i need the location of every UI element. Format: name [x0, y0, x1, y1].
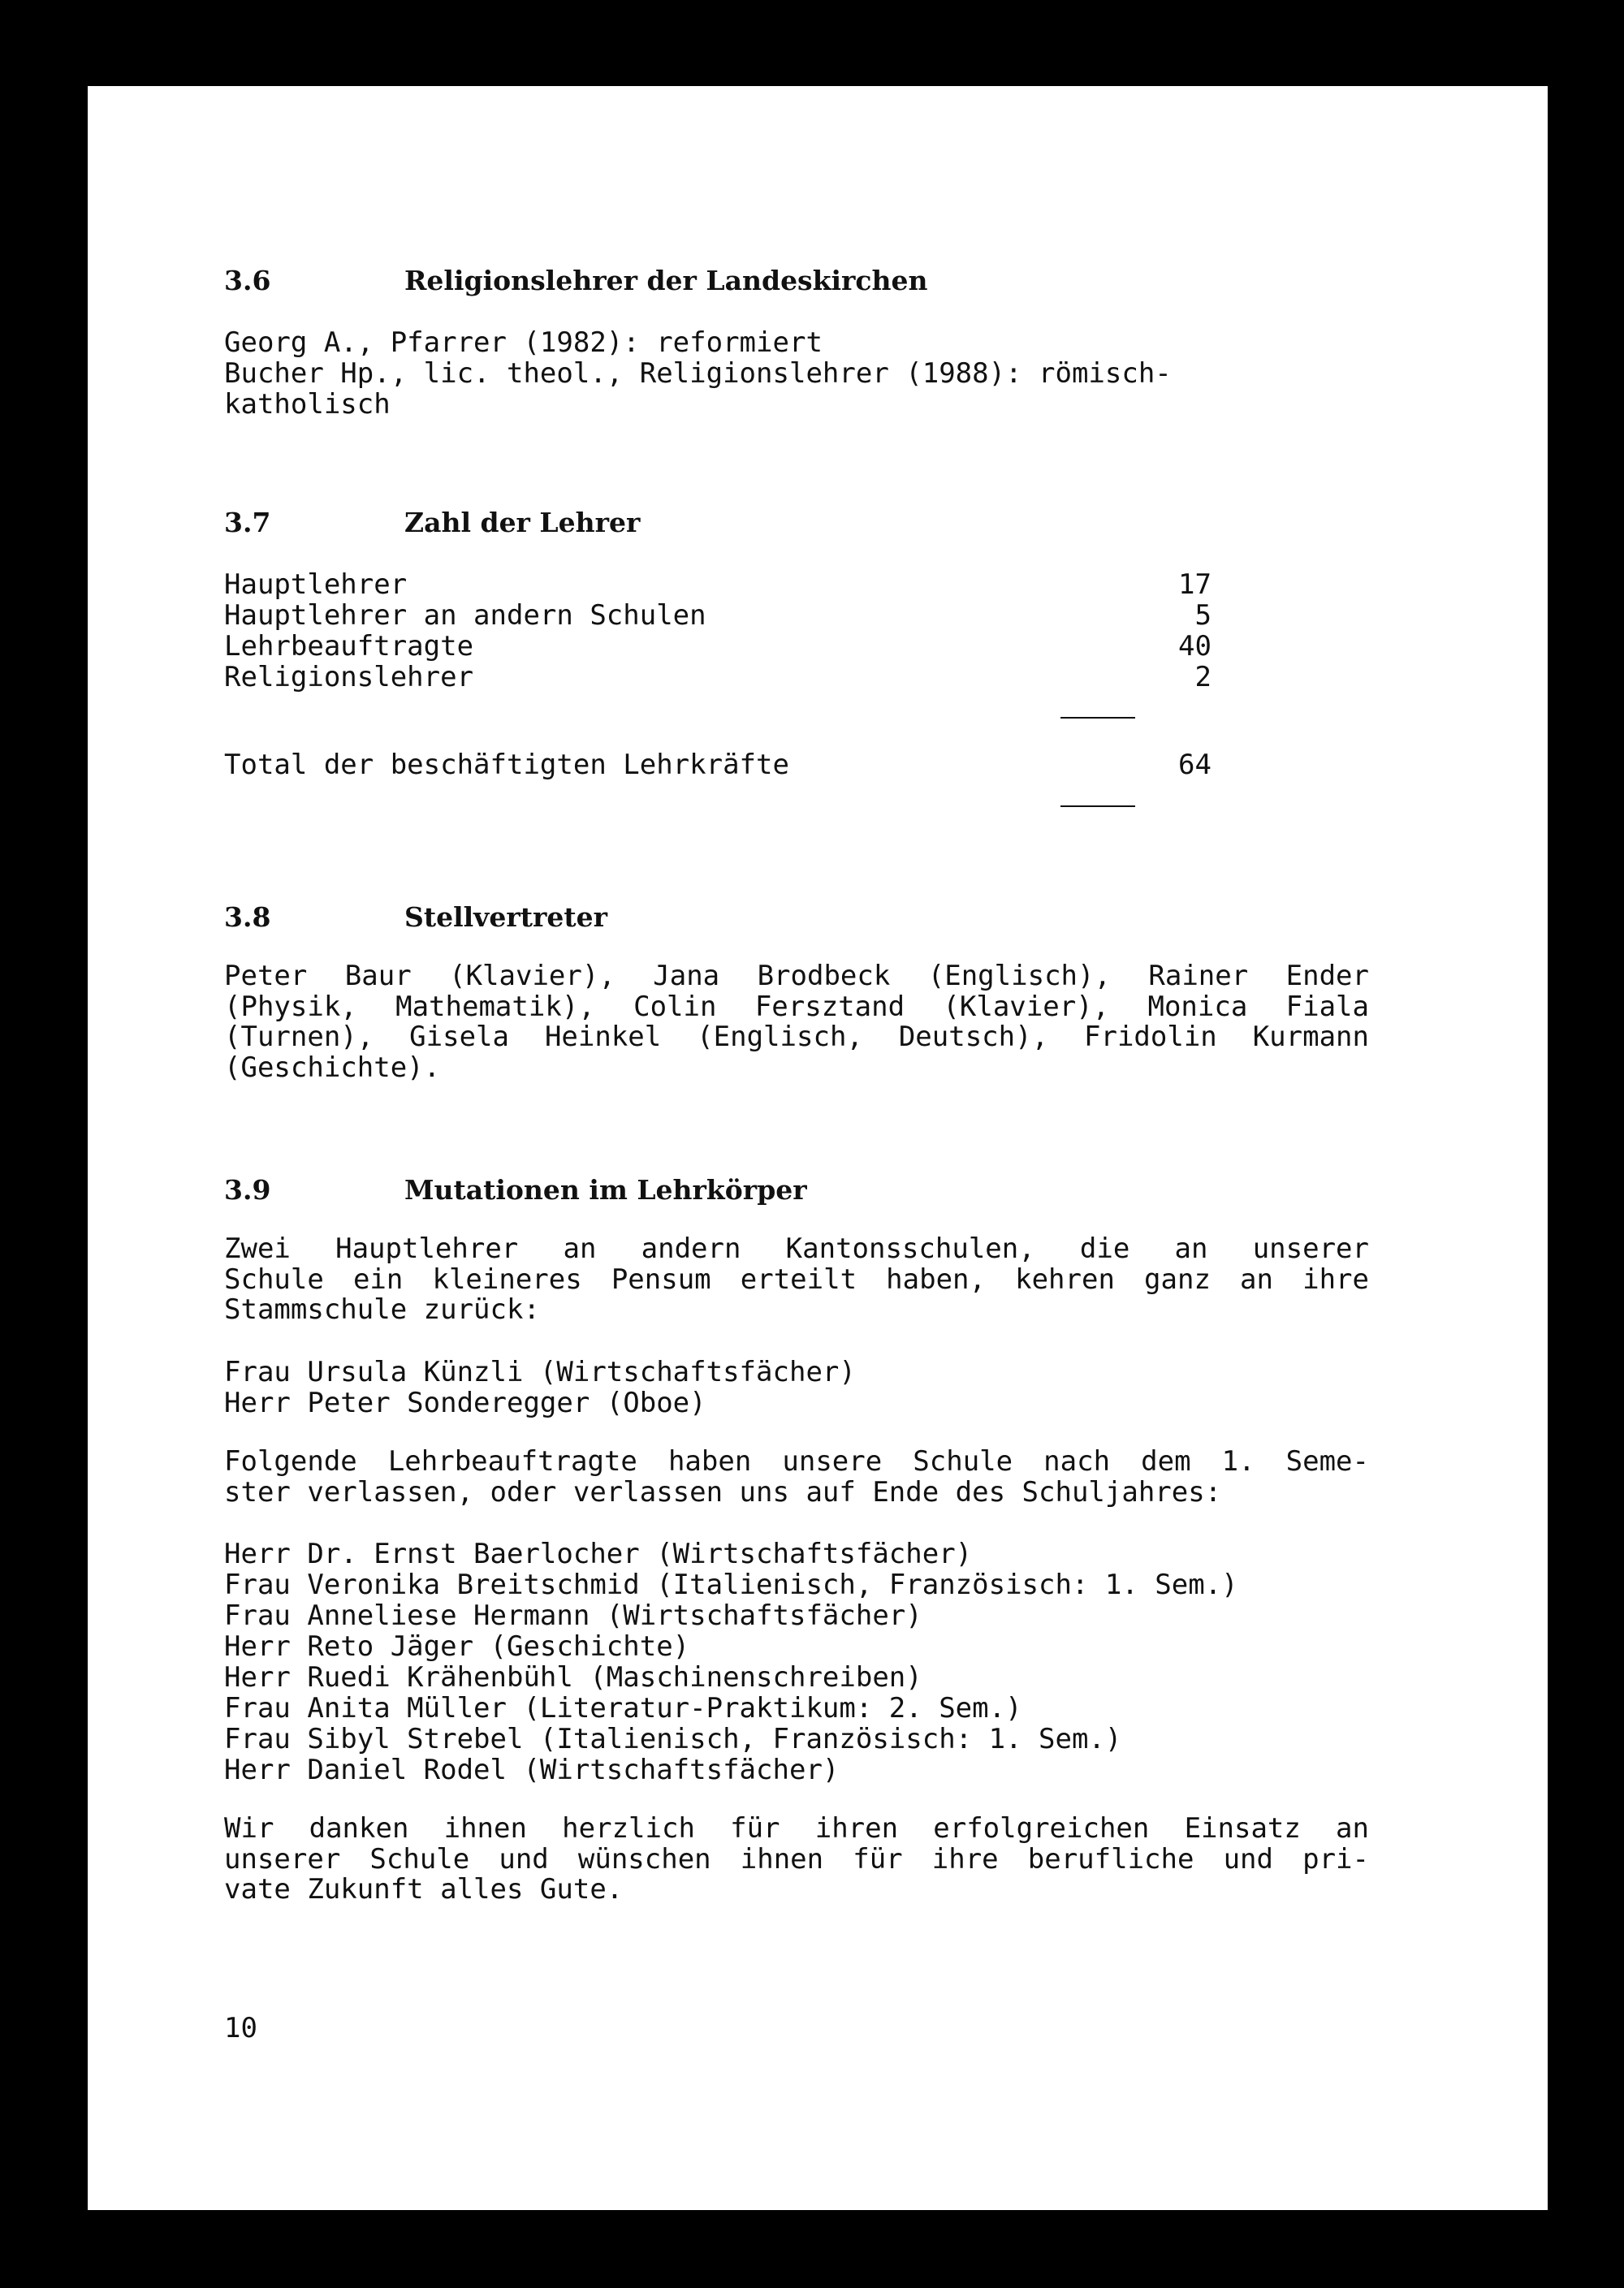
leaving-teacher: Frau Veronika Breitschmid (Italienisch, Französisch: 1. Sem.) — [224, 1569, 1238, 1601]
substitutes-line: (Geschichte). — [224, 1051, 441, 1084]
section-3-9-number: 3.9 — [224, 1174, 271, 1206]
closing-line: unserer Schule und wünschen ihnen für ihre berufliche und pri- — [224, 1842, 1369, 1876]
teacher-count-label: Hauptlehrer an andern Schulen — [224, 599, 706, 632]
leaving-teacher: Frau Sibyl Strebel (Italienisch, Französisch: 1. Sem.) — [224, 1723, 1122, 1755]
closing-line: vate Zukunft alles Gute. — [224, 1873, 624, 1906]
total-rule — [1060, 805, 1135, 807]
section-3-6-number: 3.6 — [224, 265, 271, 296]
leaving-intro — [224, 1447, 1369, 1508]
leaving-teacher: Herr Ruedi Krähenbühl (Maschinenschreiben) — [224, 1661, 922, 1694]
mutations-intro-line: Stammschule zurück: — [224, 1293, 540, 1326]
closing-line: Wir danken ihnen herzlich für ihren erfolgreichen Einsatz an — [224, 1812, 1369, 1845]
mutations-intro-line: Schule ein kleineres Pensum erteilt haben, kehren ganz an ihre — [224, 1263, 1369, 1296]
section-3-8-number: 3.8 — [224, 901, 271, 933]
substitutes-line: Peter Baur (Klavier), Jana Brodbeck (Englisch), Rainer Ender — [224, 960, 1369, 992]
substitutes-paragraph — [224, 961, 1369, 1083]
teacher-count-value: 5 — [1194, 599, 1212, 632]
returning-teacher: Herr Peter Sonderegger (Oboe) — [224, 1387, 706, 1419]
leaving-intro-line: ster verlassen, oder verlassen uns auf Ende des Schuljahres: — [224, 1475, 1222, 1509]
teacher-count-label: Lehrbeauftragte — [224, 630, 474, 663]
section-3-6-line: katholisch — [224, 388, 391, 421]
section-3-7-title: Zahl der Lehrer — [404, 507, 641, 538]
mutations-intro — [224, 1234, 1369, 1326]
sum-rule — [1060, 717, 1135, 719]
document-page — [88, 86, 1548, 2210]
section-3-7-number: 3.7 — [224, 507, 271, 538]
section-3-6-line: Bucher Hp., lic. theol., Religionslehrer (1988): römisch- — [224, 357, 1172, 390]
teacher-count-label: Hauptlehrer — [224, 568, 408, 601]
section-3-6-title: Religionslehrer der Landeskirchen — [404, 265, 928, 296]
section-3-8-title: Stellvertreter — [404, 901, 607, 933]
leaving-teacher: Herr Daniel Rodel (Wirtschaftsfächer) — [224, 1754, 840, 1786]
teacher-count-value: 2 — [1194, 661, 1212, 693]
section-3-9-title: Mutationen im Lehrkörper — [404, 1174, 807, 1206]
total-value: 64 — [1178, 749, 1212, 781]
teacher-count-label: Religionslehrer — [224, 661, 474, 693]
leaving-intro-line: Folgende Lehrbeauftragte haben unsere Schule nach dem 1. Seme- — [224, 1445, 1369, 1478]
closing-paragraph — [224, 1814, 1369, 1906]
teacher-count-value: 40 — [1178, 630, 1212, 663]
page-number: 10 — [224, 2012, 257, 2044]
leaving-teacher: Frau Anita Müller (Literatur-Praktikum: 2. Sem.) — [224, 1692, 1022, 1725]
total-label: Total der beschäftigten Lehrkräfte — [224, 749, 789, 781]
leaving-teacher: Herr Dr. Ernst Baerlocher (Wirtschaftsfächer) — [224, 1538, 973, 1570]
teacher-count-value: 17 — [1178, 568, 1212, 601]
mutations-intro-line: Zwei Hauptlehrer an andern Kantonsschulen, die an unserer — [224, 1232, 1369, 1265]
substitutes-line: (Physik, Mathematik), Colin Fersztand (Klavier), Monica Fiala — [224, 990, 1369, 1023]
leaving-teacher: Herr Reto Jäger (Geschichte) — [224, 1630, 690, 1663]
leaving-teacher: Frau Anneliese Hermann (Wirtschaftsfächer) — [224, 1599, 922, 1632]
section-3-6-line: Georg A., Pfarrer (1982): reformiert — [224, 326, 823, 359]
substitutes-line: (Turnen), Gisela Heinkel (Englisch, Deutsch), Fridolin Kurmann — [224, 1021, 1369, 1053]
returning-teacher: Frau Ursula Künzli (Wirtschaftsfächer) — [224, 1356, 856, 1388]
